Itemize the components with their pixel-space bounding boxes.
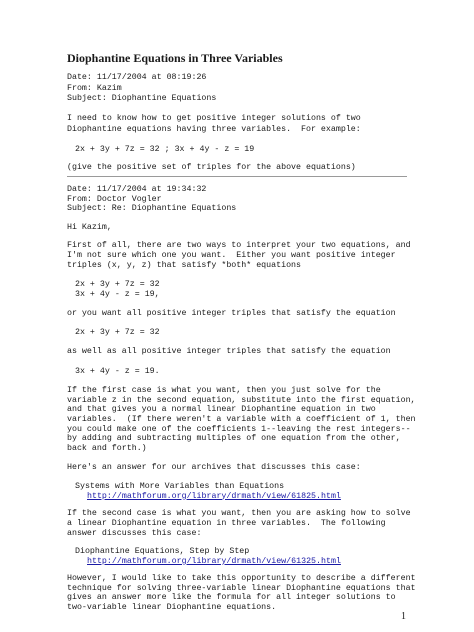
msg2-p2-line: by adding and subtracting multiples of one equation from the other, [67, 434, 401, 444]
msg2-p2-line: variable z in the second equation, substitute into the first equation, [67, 395, 416, 405]
page-number: 1 [401, 611, 406, 622]
reference-2-link[interactable]: http://mathforum.org/library/drmath/view/61325.html [87, 556, 341, 566]
msg2-p3-line: answer discusses this case: [67, 528, 202, 538]
msg2-or-line: or you want all positive integer triples that satisfy the equation [67, 308, 396, 318]
msg2-equation-2: 3x + 4y - z = 19, [75, 289, 160, 299]
reference-1-link[interactable]: http://mathforum.org/library/drmath/view/61825.html [87, 491, 341, 501]
msg2-subject: Subject: Re: Diophantine Equations [67, 204, 237, 214]
reference-1-title: Systems with More Variables than Equations [75, 481, 285, 491]
msg2-p4-line: technique for solving three-variable linear Diophantine equations that [67, 583, 416, 593]
msg2-archive-intro: Here's an answer for our archives that discusses this case: [67, 463, 361, 473]
msg2-p4-line: However, I would like to take this opportunity to describe a different [67, 574, 416, 583]
msg1-date: Date: 11/17/2004 at 08:19:26 [67, 73, 207, 82]
msg2-p3-line: If the second case is what you want, then you are asking how to solve [67, 509, 411, 519]
msg1-equation: 2x + 3y + 7z = 32 ; 3x + 4y - z = 19 [75, 145, 255, 154]
msg2-aswell-line: as well as all positive integer triples that satisfy the equation [67, 347, 391, 357]
reference-2-title: Diophantine Equations, Step by Step [75, 547, 250, 557]
msg2-p3-line: a linear Diophantine equation in three variables. The following [67, 519, 386, 529]
msg2-p2-line: you could make one of the coefficients 1--leaving the rest integers-- [67, 424, 411, 434]
msg2-p1-line: triples (x, y, z) that satisfy *both* equations [67, 260, 302, 270]
msg1-body-line2: Diophantine equations having three variables. For example: [67, 124, 361, 134]
separator-rule [67, 176, 407, 177]
msg2-p4-line: two-variable linear Diophantine equations. [67, 603, 277, 612]
msg2-p1-line: First of all, there are two ways to interpret your two equations, and [67, 241, 411, 251]
msg1-subject: Subject: Diophantine Equations [67, 94, 217, 103]
page-title: Diophantine Equations in Three Variables [67, 51, 283, 65]
msg1-note: (give the positive set of triples for the above equations) [67, 163, 356, 172]
msg2-equation-4: 3x + 4y - z = 19. [75, 366, 160, 376]
msg1-from: From: Kazim [67, 83, 122, 93]
msg2-p4-line: gives an answer more like the formula for all integer solutions to [67, 593, 396, 603]
msg2-from: From: Doctor Vogler [67, 194, 162, 204]
msg2-p2-line: back and forth.) [67, 444, 147, 453]
msg2-equation-3: 2x + 3y + 7z = 32 [75, 327, 160, 337]
msg2-p2-line: If the first case is what you want, then you just solve for the [67, 385, 381, 395]
msg2-p1-line: I'm not sure which one you want. Either you want positive integer [67, 250, 396, 260]
msg2-p2-line: and that gives you a normal linear Diophantine equation in two [67, 405, 376, 415]
msg2-equation-1: 2x + 3y + 7z = 32 [75, 279, 160, 289]
msg1-body-line1: I need to know how to get positive integer solutions of two [67, 114, 361, 123]
msg2-date: Date: 11/17/2004 at 19:34:32 [67, 185, 207, 194]
msg2-p2-line: variables. (If there weren't a variable with a coefficient of 1, then [67, 415, 416, 424]
msg2-greeting: Hi Kazim, [67, 222, 112, 232]
